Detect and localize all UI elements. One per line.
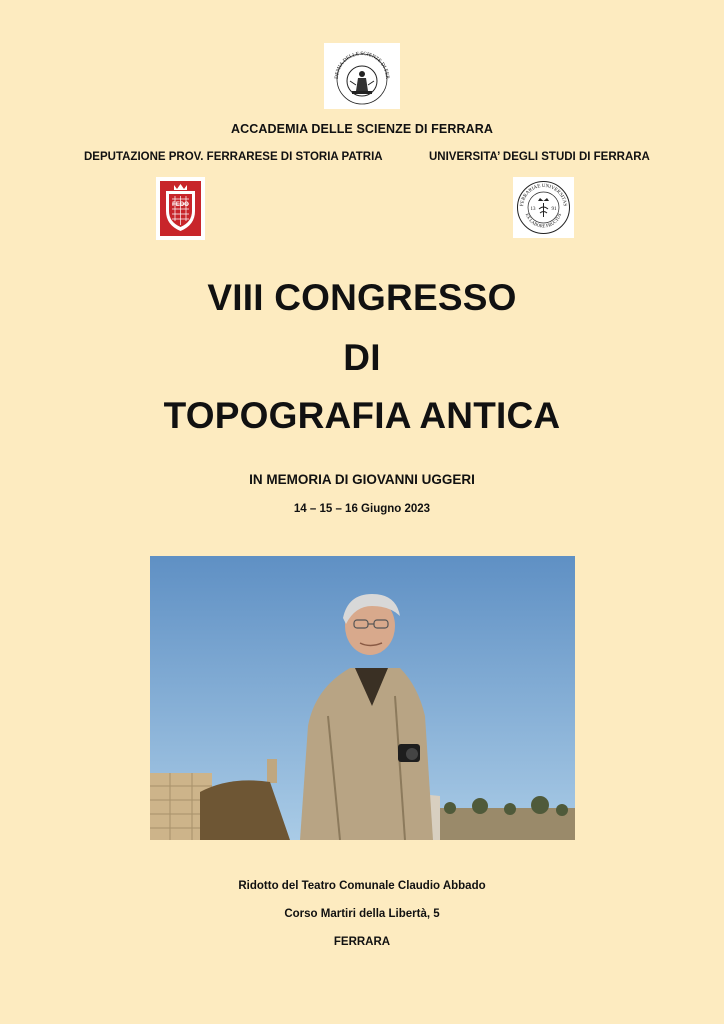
deputazione-name: DEPUTAZIONE PROV. FERRARESE DI STORIA PATRIA (84, 151, 383, 163)
venue-name: Ridotto del Teatro Comunale Claudio Abbado (238, 880, 486, 892)
deputazione-crest-label: FEDO (172, 202, 189, 208)
title-line-1: VIII CONGRESSO (207, 277, 517, 318)
event-dates: 14 – 15 – 16 Giugno 2023 (293, 503, 431, 515)
academy-seal-icon (328, 45, 396, 107)
universita-name: UNIVERSITA’ DEGLI STUDI DI FERRARA (429, 151, 650, 163)
academy-seal-ring-text: DEMIA DELLE SCIENZE DI FER (333, 50, 391, 80)
deputazione-logo (156, 177, 205, 240)
universita-year-left: 13 (530, 207, 536, 212)
title-line-2: DI (343, 337, 381, 378)
universita-ring-bottom-text: EX LABORE FRUCTUS (524, 212, 563, 229)
universita-ring-top-text: FERRARIAE UNIVERSITAS (520, 183, 567, 207)
portrait-photo-icon (150, 556, 575, 840)
title-line-3: TOPOGRAFIA ANTICA (163, 395, 561, 436)
venue-city: FERRARA (333, 936, 391, 948)
academy-logo (324, 43, 400, 109)
academy-name: ACCADEMIA DELLE SCIENZE DI FERRARA (231, 122, 493, 136)
university-round-seal-icon (515, 179, 572, 236)
subtitle: IN MEMORIA DI GIOVANNI UGGERI (249, 472, 475, 487)
venue-address: Corso Martiri della Libertà, 5 (284, 908, 440, 920)
portrait-photo (150, 556, 575, 840)
universita-logo (513, 177, 574, 238)
universita-year-right: 91 (551, 207, 557, 212)
red-shield-crest-icon (160, 181, 201, 236)
